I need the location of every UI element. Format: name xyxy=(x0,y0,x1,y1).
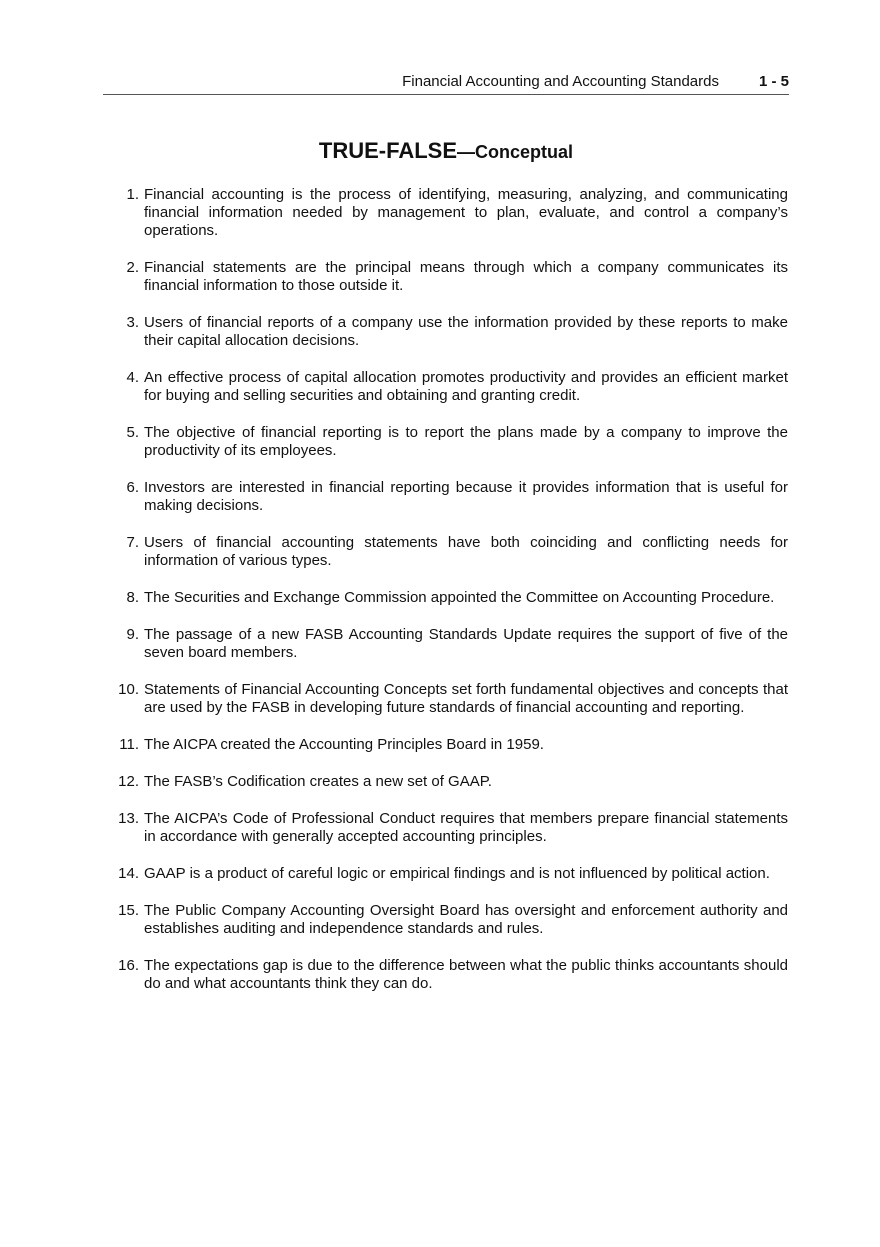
question-text: The objective of financial reporting is to report the plans made by a company to improve the productivity of its employees. xyxy=(144,424,788,459)
question-item xyxy=(113,259,788,295)
question-number: 14. xyxy=(118,865,139,882)
question-number: 1. xyxy=(126,186,139,203)
section-title-main: TRUE-FALSE xyxy=(318,138,458,163)
page-number: 1 - 5 xyxy=(758,73,789,90)
question-text: An effective process of capital allocation promotes productivity and provides an efficient market for buying and selling securities and obtaining and granting credit. xyxy=(144,369,788,404)
question-text: Financial accounting is the process of identifying, measuring, analyzing, and communicating financial information needed by management to plan, evaluate, and control a company’s operations. xyxy=(144,186,788,239)
question-number: 5. xyxy=(126,424,139,441)
question-number: 4. xyxy=(126,369,139,386)
question-number: 3. xyxy=(126,314,139,331)
question-item xyxy=(113,534,788,570)
question-text: Users of financial accounting statements have both coinciding and conflicting needs for information of various types. xyxy=(144,534,788,569)
question-number: 8. xyxy=(126,589,139,606)
question-number: 6. xyxy=(126,479,139,496)
question-item xyxy=(113,479,788,515)
question-number: 16. xyxy=(118,957,139,974)
question-number: 10. xyxy=(118,681,139,698)
question-text: The AICPA’s Code of Professional Conduct requires that members prepare financial statements in accordance with generally accepted accounting principles. xyxy=(144,810,788,845)
question-number: 2. xyxy=(126,259,139,276)
question-number: 12. xyxy=(118,773,139,790)
question-item xyxy=(113,424,788,460)
question-item xyxy=(113,681,788,717)
question-item xyxy=(113,589,788,607)
question-item xyxy=(113,369,788,405)
question-item xyxy=(113,736,788,754)
section-title-sub: —Conceptual xyxy=(457,142,574,162)
question-item xyxy=(113,810,788,846)
running-title: Financial Accounting and Accounting Standards xyxy=(402,73,719,90)
question-text: Users of financial reports of a company use the information provided by these reports to make their capital allocation decisions. xyxy=(144,314,788,349)
page-header xyxy=(103,70,789,95)
question-text: The FASB’s Codification creates a new set of GAAP. xyxy=(144,773,492,790)
question-text: The Public Company Accounting Oversight Board has oversight and enforcement authority and establishes auditing and independence standards and rules. xyxy=(144,902,788,937)
question-text: The passage of a new FASB Accounting Standards Update requires the support of five of the seven board members. xyxy=(144,626,788,661)
question-number: 7. xyxy=(126,534,139,551)
question-number: 15. xyxy=(118,902,139,919)
question-number: 9. xyxy=(126,626,139,643)
section-title xyxy=(0,136,880,169)
question-text: The AICPA created the Accounting Principles Board in 1959. xyxy=(144,736,544,753)
question-item xyxy=(113,773,788,791)
question-item xyxy=(113,865,788,883)
question-item xyxy=(113,902,788,938)
question-text: GAAP is a product of careful logic or empirical findings and is not influenced by political action. xyxy=(144,865,770,882)
question-item xyxy=(113,957,788,993)
question-text: Statements of Financial Accounting Concepts set forth fundamental objectives and concepts that are used by the FASB in developing future standards of financial accounting and reporting. xyxy=(144,681,788,716)
question-text: Financial statements are the principal means through which a company communicates its financial information to those outside it. xyxy=(144,259,788,294)
question-item xyxy=(113,186,788,240)
question-text: Investors are interested in financial reporting because it provides information that is useful for making decisions. xyxy=(144,479,788,514)
question-number: 11. xyxy=(119,736,139,753)
question-text: The expectations gap is due to the difference between what the public thinks accountants should do and what accountants think they can do. xyxy=(144,957,788,992)
question-item xyxy=(113,626,788,662)
question-list xyxy=(113,186,788,1012)
question-text: The Securities and Exchange Commission appointed the Committee on Accounting Procedure. xyxy=(144,589,775,606)
question-item xyxy=(113,314,788,350)
question-number: 13. xyxy=(118,810,139,827)
